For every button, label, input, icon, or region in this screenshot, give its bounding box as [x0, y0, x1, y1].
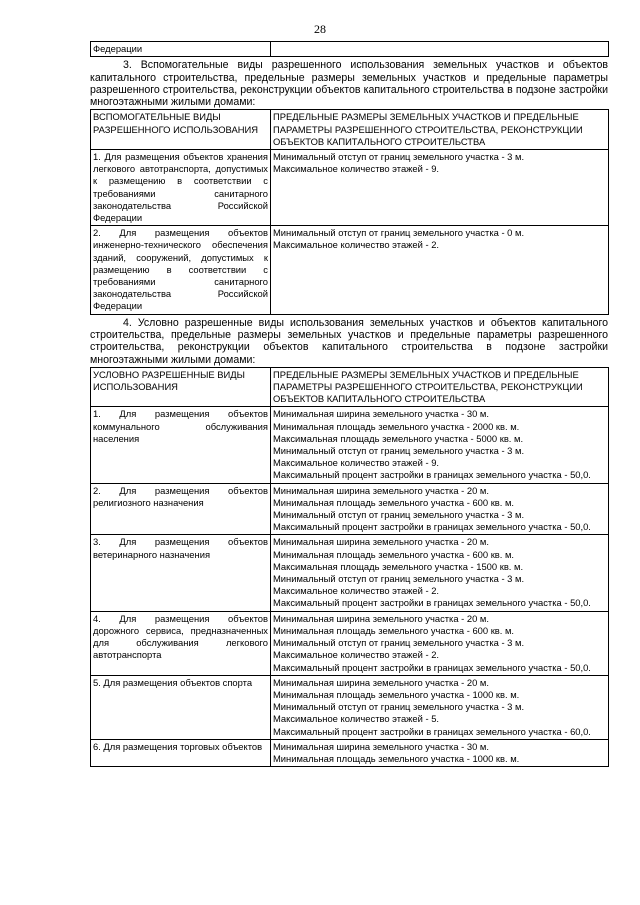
- param-line: Минимальный отступ от границ земельного участка - 0 м.: [273, 227, 525, 239]
- header-cell-use: ВСПОМОГАТЕЛЬНЫЕ ВИДЫ РАЗРЕШЕННОГО ИСПОЛЬЗОВАНИЯ: [91, 110, 271, 150]
- param-line: Минимальная ширина земельного участка - 30 м.: [273, 740, 489, 752]
- cell-use: 2. Для размещения объектов инженерно-технического обеспечения зданий, сооружений, допустимых к размещению в соответствии с требованиями санитарного законодательства Российской Федерации: [91, 226, 271, 314]
- param-line: Минимальная ширина земельного участка - 30 м.: [273, 408, 489, 420]
- page-number: 28: [314, 22, 326, 36]
- param-line: Максимальный процент застройки в границах земельного участка - 50,0.: [273, 597, 591, 609]
- cell-use: 5. Для размещения объектов спорта: [91, 675, 271, 739]
- param-line: Минимальная площадь земельного участка - 2000 кв. м.: [273, 420, 520, 432]
- table-row: [91, 150, 609, 226]
- cell-params: [271, 226, 609, 314]
- param-line: Максимальное количество этажей - 2.: [273, 649, 440, 661]
- cell-params: [271, 42, 609, 57]
- cell-use: 2. Для размещения объектов религиозного назначения: [91, 483, 271, 535]
- param-line: Максимальный процент застройки в границах земельного участка - 50,0.: [273, 521, 591, 533]
- table-row: [91, 483, 609, 535]
- auxiliary-uses-table: [90, 109, 609, 314]
- param-line: Минимальная площадь земельного участка - 1000 кв. м.: [273, 752, 520, 764]
- cell-use: 1. Для размещения объектов хранения легкового автотранспорта, допустимых к размещению в соответствии с требованиями санитарного законодательства Российской Федерации: [91, 150, 271, 226]
- param-line: Минимальный отступ от границ земельного участка - 3 м.: [273, 637, 525, 649]
- param-line: Минимальная площадь земельного участка - 1000 кв. м.: [273, 688, 520, 700]
- param-line: Максимальное количество этажей - 2.: [273, 585, 440, 597]
- conditional-uses-table: [90, 367, 609, 767]
- param-line: Минимальный отступ от границ земельного участка - 3 м.: [273, 151, 525, 162]
- param-line: Максимальное количество этажей - 5.: [273, 713, 440, 725]
- cell-params: [271, 483, 609, 535]
- param-line: Минимальная ширина земельного участка - 20 м.: [273, 536, 489, 548]
- param-line: Максимальное количество этажей - 9.: [273, 163, 440, 175]
- top-table: [90, 41, 609, 57]
- param-line: Максимальная площадь земельного участка - 1500 кв. м.: [273, 560, 524, 572]
- table-row: [91, 739, 609, 766]
- cell-params: [271, 675, 609, 739]
- cell-params: [271, 535, 609, 611]
- cell-use: Федерации: [91, 42, 271, 57]
- section-3-intro: 3. Вспомогательные виды разрешенного использования земельных участков и объектов капитального строительства, предельные размеры земельных участков и предельные параметры разрешенного строительства, реконструкции объектов капитального строительства в подзоне застройки многоэтажными жилыми домами:: [90, 59, 608, 109]
- param-line: Минимальный отступ от границ земельного участка - 3 м.: [273, 573, 525, 585]
- cell-params: [271, 739, 609, 766]
- section-4-intro: 4. Условно разрешенные виды использования земельных участков и объектов капитального строительства, предельные размеры земельных участков и предельные параметры разрешенного строительства, реконструкции объектов капитального строительства в подзоне застройки многоэтажными жилыми домами:: [90, 316, 608, 366]
- cell-use: 6. Для размещения торговых объектов: [91, 739, 271, 766]
- header-cell-use: УСЛОВНО РАЗРЕШЕННЫЕ ВИДЫ ИСПОЛЬЗОВАНИЯ: [91, 367, 271, 407]
- param-line: Минимальная площадь земельного участка - 600 кв. м.: [273, 624, 515, 636]
- table-row: [91, 407, 609, 483]
- table-row: [91, 535, 609, 611]
- cell-params: [271, 150, 609, 226]
- table-row: [91, 226, 609, 314]
- table-header-row: [91, 110, 609, 150]
- header-cell-params: ПРЕДЕЛЬНЫЕ РАЗМЕРЫ ЗЕМЕЛЬНЫХ УЧАСТКОВ И ПРЕДЕЛЬНЫЕ ПАРАМЕТРЫ РАЗРЕШЕННОГО СТРОИТЕЛЬСТВА, РЕКОНСТРУКЦИИ ОБЪЕКТОВ КАПИТАЛЬНОГО СТРОИТЕЛЬСТВА: [271, 367, 609, 407]
- param-line: Максимальный процент застройки в границах земельного участка - 50,0.: [273, 661, 591, 673]
- cell-use: 3. Для размещения объектов ветеринарного назначения: [91, 535, 271, 611]
- param-line: Максимальный процент застройки в границах земельного участка - 50,0.: [273, 469, 591, 481]
- document-page: [90, 41, 608, 767]
- cell-params: [271, 611, 609, 675]
- cell-use: 4. Для размещения объектов дорожного сервиса, предназначенных для обслуживания легкового автотранспорта: [91, 611, 271, 675]
- param-line: Минимальная площадь земельного участка - 600 кв. м.: [273, 496, 515, 508]
- param-line: Минимальный отступ от границ земельного участка - 3 м.: [273, 701, 525, 713]
- param-line: Минимальная ширина земельного участка - 20 м.: [273, 484, 489, 496]
- cell-params: [271, 407, 609, 483]
- param-line: Максимальная площадь земельного участка - 5000 кв. м.: [273, 432, 524, 444]
- table-row: [91, 42, 609, 57]
- header-cell-params: ПРЕДЕЛЬНЫЕ РАЗМЕРЫ ЗЕМЕЛЬНЫХ УЧАСТКОВ И ПРЕДЕЛЬНЫЕ ПАРАМЕТРЫ РАЗРЕШЕННОГО СТРОИТЕЛЬСТВА, РЕКОНСТРУКЦИИ ОБЪЕКТОВ КАПИТАЛЬНОГО СТРОИТЕЛЬСТВА: [271, 110, 609, 150]
- param-line: Минимальная ширина земельного участка - 20 м.: [273, 676, 489, 688]
- param-line: Минимальный отступ от границ земельного участка - 3 м.: [273, 509, 525, 521]
- param-line: Максимальное количество этажей - 9.: [273, 457, 440, 469]
- param-line: Минимальная ширина земельного участка - 20 м.: [273, 612, 489, 624]
- param-line: Минимальная площадь земельного участка - 600 кв. м.: [273, 548, 515, 560]
- param-line: Минимальный отступ от границ земельного участка - 3 м.: [273, 445, 525, 457]
- table-row: [91, 675, 609, 739]
- param-line: Максимальное количество этажей - 2.: [273, 239, 440, 251]
- cell-use: 1. Для размещения объектов коммунального обслуживания населения: [91, 407, 271, 483]
- table-row: [91, 611, 609, 675]
- table-header-row: [91, 367, 609, 407]
- param-line: Максимальный процент застройки в границах земельного участка - 60,0.: [273, 725, 591, 737]
